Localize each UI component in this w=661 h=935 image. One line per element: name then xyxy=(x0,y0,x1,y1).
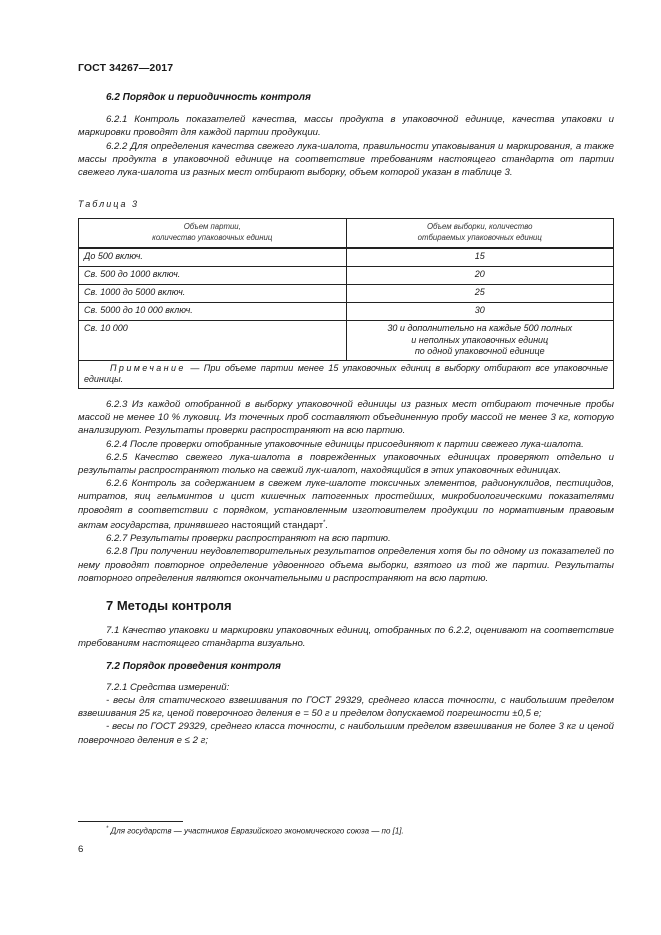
table-row xyxy=(79,285,614,303)
section-heading-7-2: 7.2 Порядок проведения контроля xyxy=(106,660,281,672)
paragraph-6-2-5: 6.2.5 Качество свежего лука-шалота в поврежденных упаковочных единицах проверяют отдельно и результаты распространяют только на свежий лук-шалот, находящийся в этих упаковочных единицах. xyxy=(78,451,614,476)
lot-size-cell: Св. 5000 до 10 000 включ. xyxy=(79,303,347,321)
sample-size-cell: 20 xyxy=(346,267,614,285)
table-note-row xyxy=(79,360,614,388)
table-row xyxy=(79,321,614,361)
note-text: — При объеме партии менее 15 упаковочных единиц в выборку отбирают все упаковочные единицы. xyxy=(84,362,608,385)
paragraph-6-2-3: 6.2.3 Из каждой отобранной в выборку упаковочной единицы из разных мест отбирают точечные пробы массой не менее 10 % луковиц. Из точечных проб составляют объединенную пробу массой не менее 3 кг, которую анализируют. Результаты проверки распространяют на всю партию. xyxy=(78,398,614,437)
paragraph-7-1: 7.1 Качество упаковки и маркировки упаковочных единиц, отобранных по 6.2.2, оценивают на соответствие требованиям настоящего стандарта визуально. xyxy=(78,625,614,650)
paragraph-6-2-6: 6.2.6 Контроль за содержанием в свежем луке-шалоте токсичных элементов, радионуклидов, пестицидов, нитратов, яиц гельминтов и цист кишечных патогенных простейших, микробиологическими показателями проводят в соответствии с порядком, установленным изготовителем продукции по нормативным правовым актам государства, принявшего настоящий стандарт*. xyxy=(78,478,614,531)
section-heading-6-2: 6.2 Порядок и периодичность контроля xyxy=(106,92,311,103)
table-row xyxy=(79,248,614,267)
lot-size-cell: Св. 1000 до 5000 включ. xyxy=(79,285,347,303)
sample-size-cell: 15 xyxy=(346,248,614,267)
list-item-scales-3kg: - весы по ГОСТ 29329, среднего класса точности, с наибольшим пределом взвешивания не более 3 кг и ценой поверочного деления e ≤ 2 г; xyxy=(78,721,614,746)
column-header-sample-size: Объем выборки, количество отбираемых упаковочных единиц xyxy=(346,219,614,249)
paragraph-6-2-4: 6.2.4 После проверки отобранные упаковочные единицы присоединяют к партии свежего лука-шалота. xyxy=(106,438,584,450)
paragraph-7-2-1: 7.2.1 Средства измерений: xyxy=(106,681,230,693)
lot-size-cell: Св. 10 000 xyxy=(79,321,347,361)
table-note xyxy=(79,360,614,388)
lot-size-cell: Св. 500 до 1000 включ. xyxy=(79,267,347,285)
page-content xyxy=(78,91,614,747)
document-id-header: ГОСТ 34267—2017 xyxy=(78,62,174,74)
paragraph-6-2-1: 6.2.1 Контроль показателей качества, массы продукта в упаковочной единице, качества упаковки и маркировки проводят для каждой партии продукции. xyxy=(78,114,614,139)
paragraph-6-2-8: 6.2.8 При получении неудовлетворительных результатов определения хотя бы по одному из показателей по нему проводят повторное определение удвоенного объема выборки, взятого из той же партии. Результаты повторного определения являются окончательными и распространяют на всю партию. xyxy=(78,546,614,584)
sample-size-cell: 30 и дополнительно на каждые 500 полных и неполных упаковочных единиц по одной упаковочной единице xyxy=(346,321,614,361)
section-heading-7: 7 Методы контроля xyxy=(106,597,232,613)
table-row xyxy=(79,303,614,321)
footnote-reference[interactable]: * xyxy=(323,519,326,526)
paragraph-6-2-2: 6.2.2 Для определения качества свежего лука-шалота, правильности упаковывания и маркирования, а также массы продукта в упаковочной единице на соответствие требованиям настоящего стандарта от партии свежего лука-шалота из разных мест отбирают выборку, объем которой указан в таблице 3. xyxy=(78,140,614,179)
page-number: 6 xyxy=(78,844,84,855)
table-row xyxy=(79,267,614,285)
lot-size-cell: До 500 включ. xyxy=(79,248,347,267)
column-header-lot-size: Объем партии, количество упаковочных единиц xyxy=(79,219,347,249)
footnote: * Для государств — участников Евразийского экономического союза — по [1]. xyxy=(106,826,404,836)
sample-size-cell: 30 xyxy=(346,303,614,321)
sample-size-table xyxy=(78,218,614,389)
table-caption: Таблица 3 xyxy=(78,199,140,210)
footnote-divider xyxy=(78,821,183,822)
paragraph-6-2-7: 6.2.7 Результаты проверки распространяют на всю партию. xyxy=(106,533,391,545)
list-item-scales-25kg: - весы для статического взвешивания по ГОСТ 29329, среднего класса точности, с наибольшим пределом взвешивания 25 кг, ценой поверочного деления e = 50 г и пределом допускаемой погрешности ±0,5 e; xyxy=(78,694,614,720)
footnote-mark: * xyxy=(106,826,109,832)
note-label: Примечание xyxy=(110,362,186,373)
sample-size-cell: 25 xyxy=(346,285,614,303)
table-header-row xyxy=(79,219,614,249)
